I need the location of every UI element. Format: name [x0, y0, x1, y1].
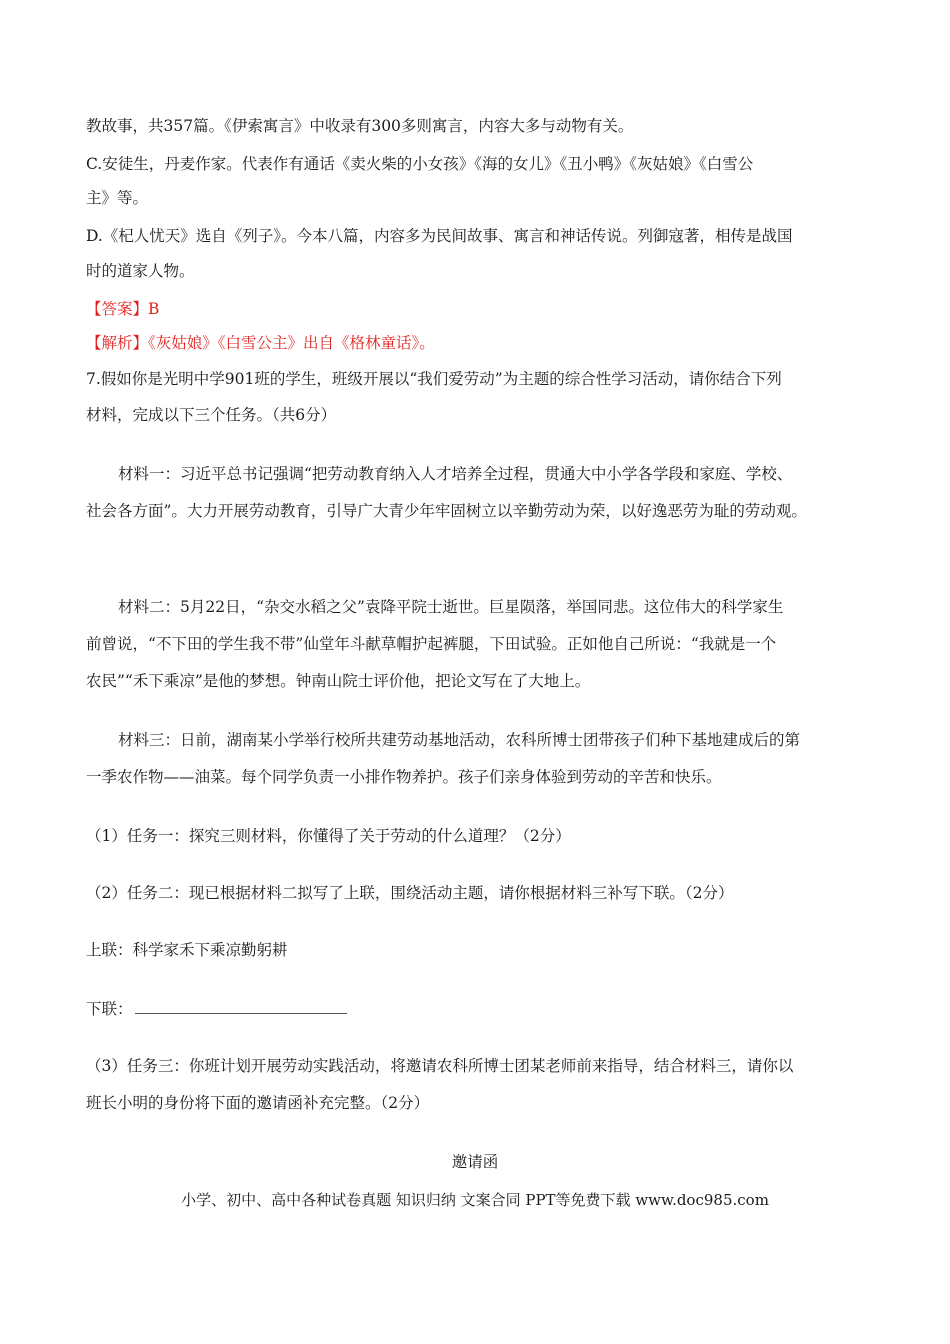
task-1: （1）任务一：探究三则材料，你懂得了关于劳动的什么道理？（2分） — [86, 827, 571, 845]
answer-analysis: 【解析】《灰姑娘》《白雪公主》出自《格林童话》。 — [86, 334, 435, 352]
option-b-continuation: 教故事，共357篇。《伊索寓言》中收录有300多则寓言，内容大多与动物有关。 — [86, 117, 634, 135]
invitation-title: 邀请函 — [451, 1153, 499, 1171]
material-3-line-2: 一季农作物——油菜。每个同学负责一小排作物养护。孩子们亲身体验到劳动的辛苦和快乐。 — [86, 768, 722, 786]
answer-label: 【答案】B — [86, 300, 160, 318]
lower-couplet-row — [86, 998, 876, 1020]
page-footer: 小学、初中、高中各种试卷真题 知识归纳 文案合同 PPT等免费下载 www.doc985.com — [181, 1191, 769, 1209]
lower-couplet-answer-blank[interactable] — [135, 999, 347, 1014]
lower-couplet-label: 下联： — [86, 1000, 133, 1018]
option-c-line-2: 主》等。 — [86, 189, 149, 207]
question-7-line-1: 7.假如你是光明中学901班的学生，班级开展以“我们爱劳动”为主题的综合性学习活动，请你结合下列 — [86, 370, 782, 388]
option-c-line-1: C.安徒生，丹麦作家。代表作有通话《卖火柴的小女孩》《海的女儿》《丑小鸭》《灰姑娘》《白雪公 — [86, 155, 754, 173]
question-7-line-2: 材料，完成以下三个任务。（共6分） — [86, 406, 337, 424]
upper-couplet: 上联：科学家禾下乘凉勤躬耕 — [86, 941, 288, 959]
material-1-line-1: 材料一：习近平总书记强调“把劳动教育纳入人才培养全过程，贯通大中小学各学段和家庭、学校、 — [118, 465, 793, 483]
material-3-line-1: 材料三：日前，湖南某小学举行校所共建劳动基地活动，农科所博士团带孩子们种下基地建成后的第 — [118, 731, 801, 749]
material-2-line-2: 前曾说，“不下田的学生我不带”仙堂年斗献草帽护起裤腿，下田试验。正如他自己所说：“我就是一个 — [86, 635, 777, 653]
material-2-line-3: 农民”“禾下乘凉”是他的梦想。钟南山院士评价他，把论文写在了大地上。 — [86, 672, 591, 690]
material-2-line-1: 材料二：5月22日，“杂交水稻之父”袁降平院士逝世。巨星陨落，举国同悲。这位伟大的科学家生 — [118, 598, 784, 616]
option-d-line-1: D.《杞人忧天》选自《列子》。今本八篇，内容多为民间故事、寓言和神话传说。列御寇著，相传是战国 — [86, 227, 793, 245]
task-3-line-2: 班长小明的身份将下面的邀请函补充完整。（2分） — [86, 1094, 430, 1112]
option-d-line-2: 时的道家人物。 — [86, 262, 195, 280]
material-1-line-2: 社会各方面”。大力开展劳动教育，引导广大青少年牢固树立以辛勤劳动为荣，以好逸恶劳为耻的劳动观。 — [86, 502, 807, 520]
task-3-line-1: （3）任务三：你班计划开展劳动实践活动，将邀请农科所博士团某老师前来指导，结合材料三，请你以 — [86, 1057, 794, 1075]
task-2: （2）任务二：现已根据材料二拟写了上联，围绕活动主题，请你根据材料三补写下联。（2分） — [86, 884, 734, 902]
